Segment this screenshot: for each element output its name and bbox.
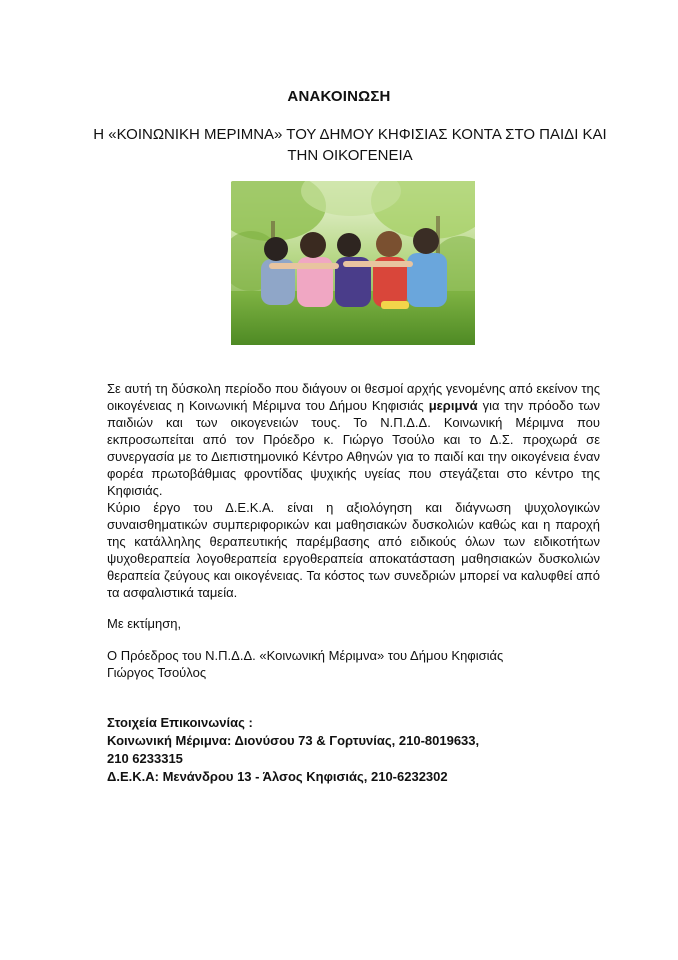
children-photo: [231, 181, 475, 345]
emphasis-text: μεριμνά: [428, 398, 478, 413]
page-title: ΑΝΑΚΟΙΝΩΣΗ: [287, 88, 391, 105]
contact-line-2: 210 6233315: [107, 751, 183, 766]
announcement-body: [107, 380, 600, 601]
contact-line-1: Κοινωνική Μέριμνα: Διονύσου 73 & Γορτυνίας, 210-8019633,: [107, 733, 480, 748]
contacts-heading: Στοιχεία Επικοινωνίας :: [107, 715, 253, 730]
signature-line-2: Γιώργος Τσούλος: [107, 665, 207, 680]
announcement-subtitle: Η «ΚΟΙΝΩΝΙΚΗ ΜΕΡΙΜΝΑ» ΤΟΥ ΔΗΜΟΥ ΚΗΦΙΣΙΑΣ ΚΟΝΤΑ ΣΤΟ ΠΑΙΔΙ ΚΑΙ ΤΗΝ ΟΙΚΟΓΕΝΕΙΑ: [93, 126, 607, 164]
body-paragraph-1: Σε αυτή τη δύσκολη περίοδο που διάγουν οι θεσμοί αρχής γενομένης από εκείνον της οικογένειας η Κοινωνική Μέριμνα του Δήμου Κηφισιάς μεριμνά για την πρόοδο των παιδιών και των οικογενειών τους. Το Ν.Π.Δ.Δ. Κοινωνική Μέριμνα που εκπροσωπείται από τον Πρόεδρο κ. Γιώργο Τσούλο και το Δ.Σ. προχωρά σε συνεργασία με το Διεπιστημονικό Κέντρο Αθηνών για το παιδί και την οικογένεια έναν φορέα πρωτοβάθμιας φροντίδας ψυχικής υγείας που στεγάζεται στο κέντρο της Κηφισιάς.: [107, 381, 600, 498]
contact-info: [107, 714, 607, 786]
closing-greeting: Με εκτίμηση,: [107, 616, 182, 631]
signature-line-1: Ο Πρόεδρος του Ν.Π.Δ.Δ. «Κοινωνική Μέριμνα» του Δήμου Κηφισιάς: [107, 648, 504, 663]
contact-line-3: Δ.Ε.Κ.Α: Μενάνδρου 13 - Άλσος Κηφισιάς, 210-6232302: [107, 769, 448, 784]
body-paragraph-2: Κύριο έργο του Δ.Ε.Κ.Α. είναι η αξιολόγηση και διάγνωση ψυχολογικών συναισθηματικών συμπεριφορικών και μαθησιακών δυσκολιών καθώς και η παροχή της κατάλληλης θεραπευτικής παρέμβασης από ειδικούς όλων των ειδικοτήτων ψυχοθεραπεία λογοθεραπεία εργοθεραπεία αποκατάσταση μαθησιακών δυσκολιών θεραπεία ζεύγους και οικογένειας. Τα κόστος των συνεδριών μπορεί να καλυφθεί από τα ασφαλιστικά ταμεία.: [107, 500, 600, 600]
